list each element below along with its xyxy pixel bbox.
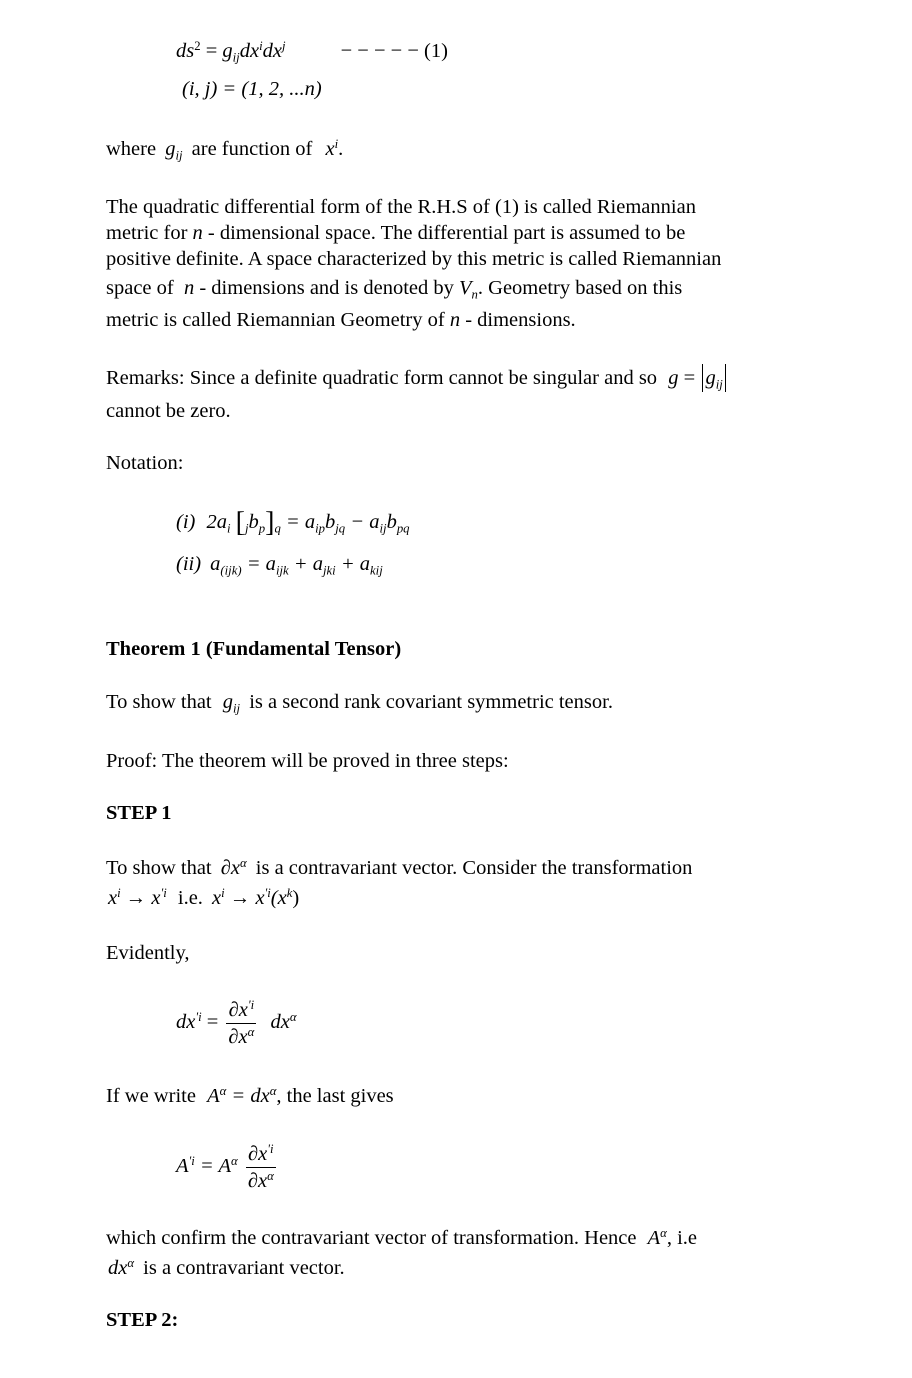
step-1-line-2: $x^i \to x^{'i}$ i.e. $x^i \to x^{'i}(x^k)$ bbox=[108, 886, 300, 909]
equation-3: $A^{'i} = A^\alpha$ $\frac{\partial x^{'i}}{\partial x^\alpha}$ bbox=[176, 1141, 274, 1192]
notation-title: Notation: bbox=[106, 452, 184, 474]
confirm-line-1: which confirm the contravariant vector of transformation. Hence $A^\alpha$, i.e bbox=[106, 1226, 698, 1249]
paragraph-line-5: metric is called Riemannian Geometry of n - dimensions. bbox=[106, 309, 576, 331]
fraction: $\frac{\partial x^{'i}}{\partial x^\alpha}$ bbox=[228, 997, 255, 1048]
step-1-title: STEP 1 bbox=[106, 802, 172, 824]
paragraph-line-2: metric for n - dimensional space. The differential part is assumed to be bbox=[106, 222, 686, 244]
equation-2: $dx^{'i}$ = $\frac{\partial x^{'i}}{\partial x^\alpha}$ $dx^\alpha$ bbox=[176, 997, 297, 1048]
proof-line: Proof: The theorem will be proved in three steps: bbox=[106, 750, 509, 772]
remarks-line-1: Remarks: Since a definite quadratic form cannot be singular and so $g = g_{ij}$ bbox=[106, 364, 728, 392]
paragraph-line-4: space of n - dimensions and is denoted by $V_n$. Geometry based on this bbox=[106, 277, 683, 302]
where-line: where $g_{ij}$ are function of $x^i$. bbox=[106, 137, 344, 163]
determinant-bar-left bbox=[702, 364, 703, 392]
equation-1: $ds^2 = g_{ij}dx^idx^j$ − − − − − (1) bbox=[176, 39, 448, 65]
fraction: $\frac{\partial x^{'i}}{\partial x^\alpha}$ bbox=[247, 1141, 274, 1192]
if-we-write-line: If we write $A^\alpha = dx^\alpha$, the last gives bbox=[106, 1084, 394, 1107]
theorem-title: Theorem 1 (Fundamental Tensor) bbox=[106, 638, 402, 660]
determinant-bar-right bbox=[725, 364, 726, 392]
equation-tag: − − − − − (1) bbox=[340, 40, 448, 62]
paragraph-line-1: The quadratic differential form of the R.H.S of (1) is called Riemannian bbox=[106, 196, 696, 218]
notation-ii: (ii) $a_{(ijk)} = a_{ijk} + a_{jki} + a_{kij}$ bbox=[176, 553, 383, 578]
notation-i: (i) $2a_i$ $[_jb_p]_q = a_{ip}b_{jq} - a_{ij}b_{pq}$ bbox=[176, 507, 410, 538]
index-range: (i, j) = (1, 2, ...n) bbox=[182, 78, 322, 100]
remarks-line-2: cannot be zero. bbox=[106, 400, 231, 422]
confirm-line-2: $dx^\alpha$ is a contravariant vector. bbox=[108, 1256, 345, 1279]
step-2-title: STEP 2: bbox=[106, 1309, 179, 1331]
step-1-line-1: To show that $\partial x^\alpha$ is a contravariant vector. Consider the transformation bbox=[106, 856, 693, 879]
paragraph-line-3: positive definite. A space characterized by this metric is called Riemannian bbox=[106, 248, 722, 270]
evidently-line: Evidently, bbox=[106, 942, 190, 964]
to-show-line: To show that $g_{ij}$ is a second rank covariant symmetric tensor. bbox=[106, 691, 613, 716]
